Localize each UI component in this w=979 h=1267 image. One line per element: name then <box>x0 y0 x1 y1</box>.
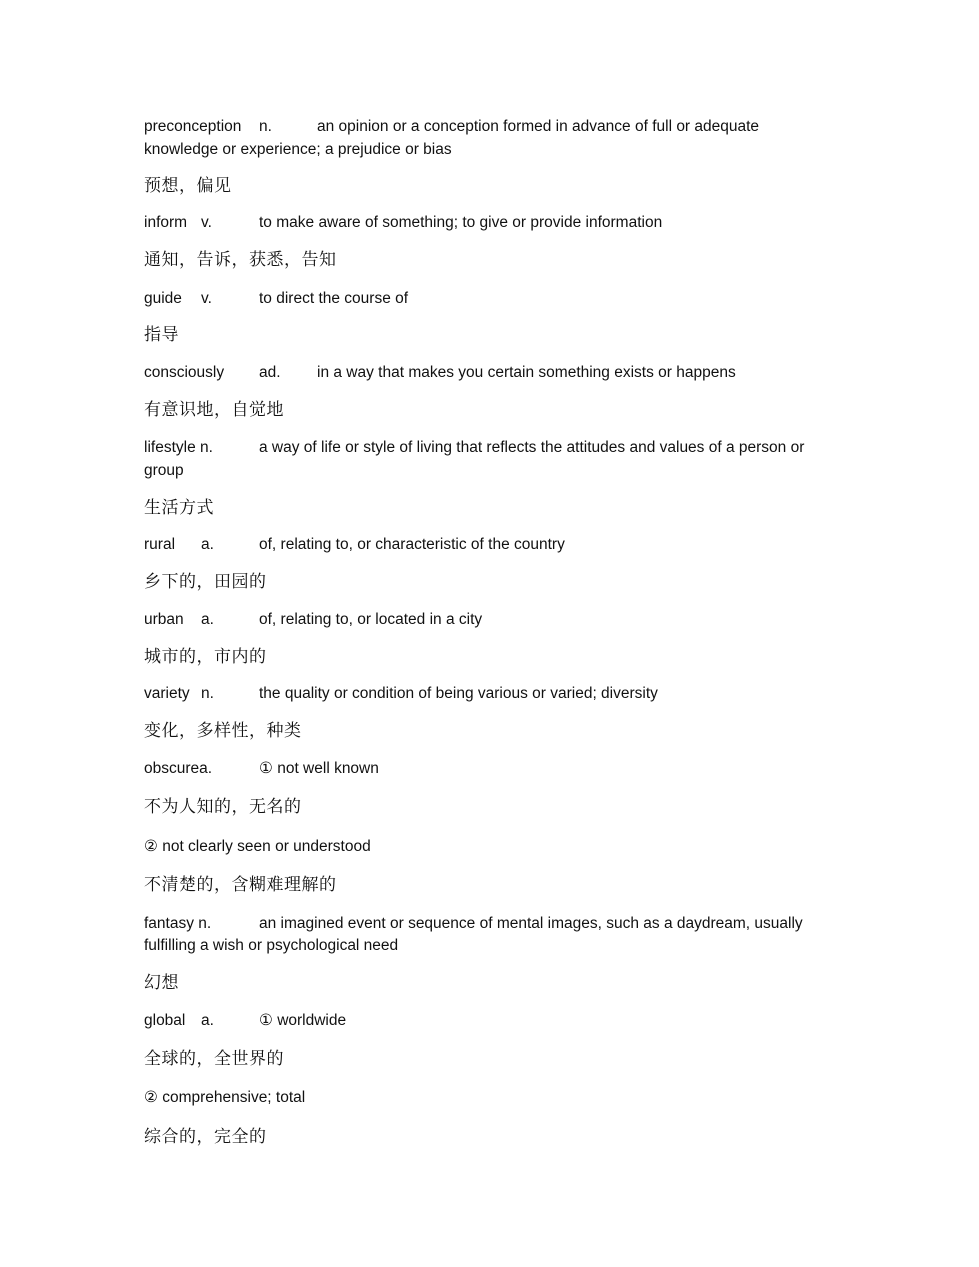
entry-translation: 全球的，全世界的 <box>144 1049 284 1068</box>
entry-pos: n. <box>259 118 272 135</box>
entry-pos: n. <box>201 685 214 702</box>
entry-translation: 有意识地，自觉地 <box>144 400 284 419</box>
entry-global <box>144 1010 346 1032</box>
entry-translation: 变化，多样性，种类 <box>144 721 302 740</box>
entry-fantasy <box>144 913 803 935</box>
entry-rural <box>144 534 565 556</box>
entry-preconception <box>144 116 759 138</box>
entry-pos: v. <box>201 290 212 307</box>
entry-translation: 通知，告诉，获悉，告知 <box>144 250 337 269</box>
entry-urban <box>144 609 482 631</box>
entry-translation: 城市的，市内的 <box>144 647 267 666</box>
entry-pos: a. <box>201 536 214 553</box>
entry-definition: of, relating to, or located in a city <box>259 611 483 628</box>
entry-definition: a way of life or style of living that reflects the attitudes and values of a person or <box>259 439 805 456</box>
entry-definition: to make aware of something; to give or provide information <box>259 214 663 231</box>
entry-definition-continued: fulfilling a wish or psychological need <box>144 937 399 954</box>
entry-definition: ① worldwide <box>259 1012 347 1029</box>
entry-translation: 乡下的，田园的 <box>144 572 267 591</box>
entry-definition: to direct the course of <box>259 290 409 307</box>
entry-definition-2: ② comprehensive; total <box>144 1089 306 1106</box>
entry-variety <box>144 683 658 705</box>
entry-translation: 不为人知的，无名的 <box>144 797 302 816</box>
entry-definition: the quality or condition of being various or varied; diversity <box>259 685 658 702</box>
entry-obscure <box>144 758 379 780</box>
entry-consciously <box>144 362 736 384</box>
entry-word: guide <box>144 290 182 307</box>
entry-word: urban <box>144 611 184 628</box>
entry-word: lifestyle n. <box>144 439 213 456</box>
entry-translation: 生活方式 <box>144 498 214 517</box>
entry-word: fantasy n. <box>144 915 212 932</box>
entry-definition: ① not well known <box>259 760 379 777</box>
entry-definition-continued: knowledge or experience; a prejudice or bias <box>144 141 452 158</box>
entry-definition: in a way that makes you certain something exists or happens <box>317 364 736 381</box>
entry-guide <box>144 288 408 310</box>
entry-word: inform <box>144 214 188 231</box>
entry-translation: 幻想 <box>144 973 179 992</box>
entry-inform <box>144 212 662 234</box>
entry-translation-2: 综合的，完全的 <box>144 1127 267 1146</box>
entry-definition-2: ② not clearly seen or understood <box>144 838 371 855</box>
entry-word: preconception <box>144 118 242 135</box>
entry-pos: ad. <box>259 364 281 381</box>
entry-definition: an imagined event or sequence of mental images, such as a daydream, usually <box>259 915 803 932</box>
entry-word: rural <box>144 536 176 553</box>
entry-pos: a. <box>201 611 214 628</box>
entry-word: global <box>144 1012 186 1029</box>
entry-translation: 指导 <box>144 325 179 344</box>
entry-definition-continued: group <box>144 462 184 479</box>
entry-translation-2: 不清楚的，含糊难理解的 <box>144 875 337 894</box>
entry-word: consciously <box>144 364 225 381</box>
entry-word: variety <box>144 685 190 702</box>
entry-pos: v. <box>201 214 212 231</box>
entry-lifestyle <box>144 437 804 459</box>
entry-translation: 预想，偏见 <box>144 176 232 195</box>
entry-pos: a. <box>201 1012 214 1029</box>
entry-word: obscurea. <box>144 760 213 777</box>
entry-definition: an opinion or a conception formed in advance of full or adequate <box>317 118 760 135</box>
entry-definition: of, relating to, or characteristic of the country <box>259 536 565 553</box>
